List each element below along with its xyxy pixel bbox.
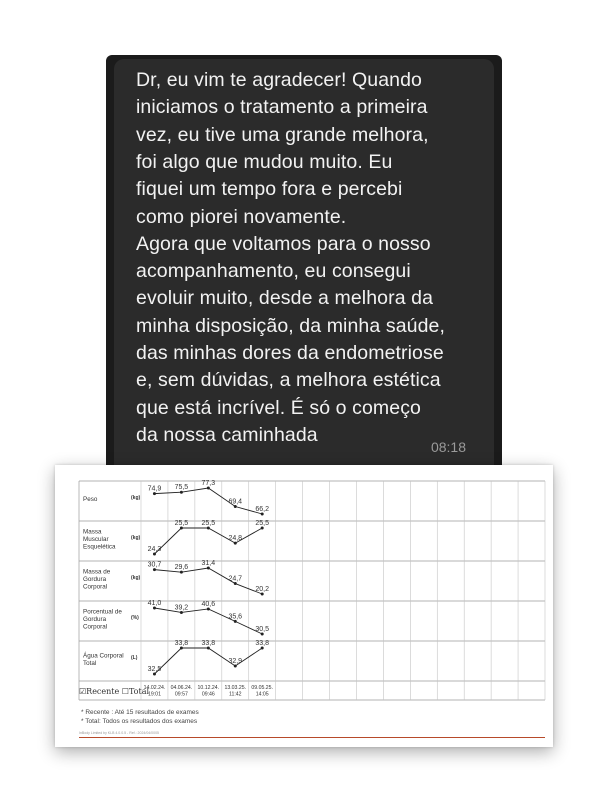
- message-line: das minhas dores da endometriose: [136, 342, 444, 364]
- message-line: minha disposição, da minha saúde,: [136, 314, 445, 337]
- row-label: Peso: [83, 496, 98, 503]
- row-label: Esquelética: [83, 543, 116, 551]
- row-label: Corporal: [83, 623, 108, 631]
- message-line: como piorei novamente.: [136, 205, 347, 228]
- row-unit: (kg): [131, 575, 141, 581]
- row-label: Água Corporal: [83, 652, 124, 660]
- data-label: 69,4: [228, 498, 243, 506]
- row-label: Muscular: [83, 536, 109, 543]
- fine-print: InBody Limited by KLB 4.0.0.5 - Ref.: 2024/04/0005: [79, 731, 159, 735]
- note-total: * Total: Todos os resultados dos exames: [81, 718, 198, 725]
- data-label: 25,5: [174, 520, 189, 527]
- date-label: 11:42: [228, 691, 242, 698]
- data-label: 24,8: [228, 535, 243, 543]
- message-line: acompanhamento, eu consegui: [136, 260, 411, 283]
- date-label: 09.05.25.: [251, 685, 274, 691]
- data-label: 40,6: [201, 600, 216, 608]
- series-line: [154, 648, 262, 674]
- data-label: 24,7: [228, 575, 243, 583]
- message-line: Dr, eu vim te agradecer! Quando: [136, 69, 423, 91]
- message-line: que está incrível. É só o começo: [136, 396, 422, 419]
- series-line: [154, 528, 262, 554]
- date-label: 19:01: [147, 691, 161, 698]
- data-label: 32,5: [147, 666, 162, 673]
- row-label: Massa: [83, 528, 102, 536]
- note-recent: * Recente : Até 15 resultados de exames: [81, 709, 199, 716]
- data-label: 35,6: [228, 613, 243, 621]
- message-time: 08:18: [430, 439, 466, 455]
- data-label: 33,8: [255, 640, 270, 647]
- message-line: Agora que voltamos para o nosso: [136, 232, 431, 255]
- legend-total: Total: [128, 687, 150, 696]
- series-line: [154, 488, 262, 514]
- footer-rule: [79, 737, 545, 738]
- data-label: 31,4: [201, 560, 216, 567]
- data-label: 30,7: [147, 561, 162, 569]
- data-label: 75,5: [174, 484, 189, 492]
- date-label: 04.06.24.: [170, 685, 193, 691]
- data-label: 41,0: [147, 600, 162, 607]
- checkbox-checked-icon: ☑: [79, 687, 87, 696]
- message-line: foi algo que mudou muito. Eu: [136, 150, 393, 173]
- chat-screenshot: [106, 55, 502, 467]
- row-label: Total: [83, 659, 97, 667]
- data-label: 25,5: [201, 520, 216, 527]
- row-label: Massa de: [83, 568, 111, 576]
- data-label: 32,9: [228, 658, 243, 665]
- message-bubble: [114, 59, 494, 467]
- data-label: 33,8: [201, 640, 216, 647]
- message-line: da nossa caminhada: [136, 423, 318, 446]
- data-label: 25,5: [255, 520, 270, 527]
- data-label: 30,5: [255, 626, 270, 633]
- history-chart: [55, 465, 553, 747]
- message-line: iniciamos o tratamento a primeira: [136, 96, 428, 119]
- data-label: 29,6: [174, 564, 189, 572]
- row-label: Corporal: [83, 583, 108, 591]
- row-unit: (L): [131, 655, 138, 661]
- row-unit: (%): [131, 615, 139, 621]
- message-line: evoluir muito, desde a melhora da: [136, 287, 434, 310]
- date-label: 13.03.25.: [224, 685, 247, 691]
- series-line: [154, 568, 262, 594]
- message-line: e, sem dúvidas, a melhora estética: [136, 369, 441, 392]
- series-line: [154, 608, 262, 634]
- chart-legend: [79, 687, 149, 696]
- row-unit: (kg): [131, 535, 141, 541]
- data-label: 20,2: [255, 586, 270, 593]
- message-line: fiquei um tempo fora e percebi: [136, 178, 403, 201]
- date-label: 10.12.24.: [197, 685, 220, 691]
- date-label: 14:05: [255, 691, 269, 698]
- row-label: Gordura: [83, 616, 107, 623]
- row-label: Porcentual de: [83, 608, 122, 616]
- data-label: 77,3: [201, 480, 216, 487]
- checkbox-empty-icon: ☐: [121, 687, 129, 696]
- data-label: 39,2: [174, 604, 189, 612]
- legend-recent: Recente: [86, 687, 120, 696]
- data-label: 66,2: [255, 506, 270, 513]
- date-label: 09:57: [174, 691, 188, 698]
- row-label: Gordura: [83, 576, 107, 583]
- date-label: 09:46: [201, 691, 215, 698]
- message-line: vez, eu tive uma grande melhora,: [136, 123, 429, 146]
- row-unit: (kg): [131, 495, 141, 501]
- data-label: 74,9: [147, 485, 162, 493]
- data-label: 24,3: [147, 546, 162, 553]
- date-label: 14.02.24.: [143, 685, 166, 691]
- body-composition-report: [55, 465, 553, 747]
- data-label: 33,8: [174, 640, 189, 647]
